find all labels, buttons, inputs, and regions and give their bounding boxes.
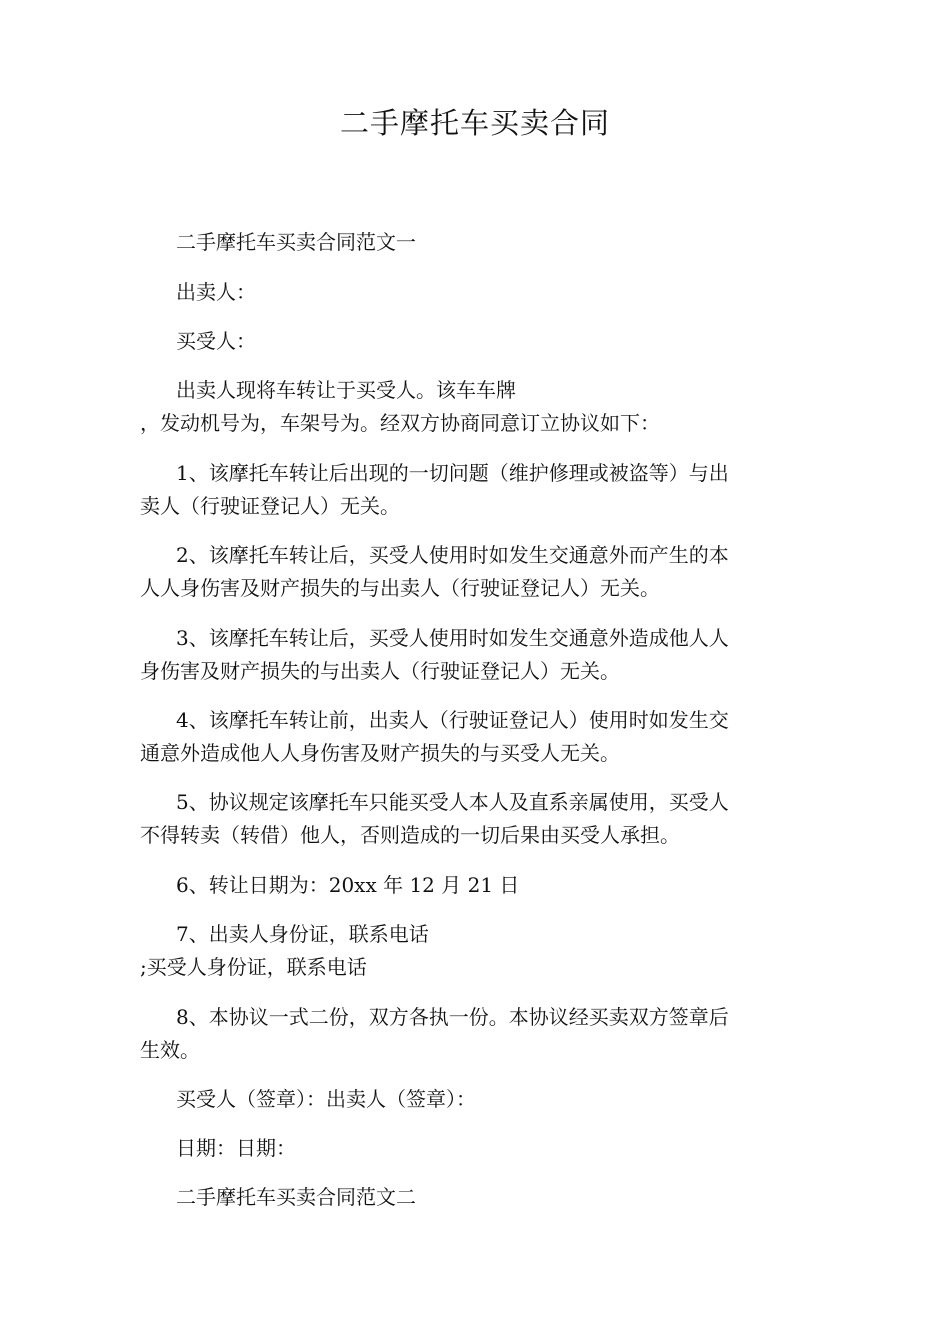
paragraph-line: 身伤害及财产损失的与出卖人（行驶证登记人）无关。 (140, 659, 620, 683)
clause-7 (140, 918, 800, 984)
paragraph-line: 2、该摩托车转让后，买受人使用时如发生交通意外而产生的本 (176, 543, 729, 567)
paragraph-line: 5、协议规定该摩托车只能买受人本人及直系亲属使用，买受人 (176, 790, 729, 814)
paragraph-line: 出卖人现将车转让于买受人。该车车牌 (176, 378, 516, 402)
clause-6 (140, 869, 800, 902)
paragraph-line: 8、本协议一式二份，双方各执一份。本协议经买卖双方签章后 (176, 1005, 729, 1029)
clause-4 (140, 704, 800, 770)
date-line (140, 1132, 800, 1165)
clause-3 (140, 622, 800, 688)
paragraph-line: 买受人（签章）：出卖人（签章）： (176, 1087, 476, 1111)
page-title: 二手摩托车买卖合同 (339, 106, 610, 140)
paragraph-intro (140, 374, 800, 440)
paragraph-line: 7、出卖人身份证，联系电话 (176, 922, 429, 946)
paragraph-line: 1、该摩托车转让后出现的一切问题（维护修理或被盗等）与出 (176, 461, 729, 485)
paragraph-line: 3、该摩托车转让后，买受人使用时如发生交通意外造成他人人 (176, 626, 729, 650)
paragraph-line: 卖人（行驶证登记人）无关。 (140, 494, 400, 518)
paragraph-buyer (140, 325, 800, 358)
paragraph-line: 生效。 (140, 1038, 200, 1062)
paragraph-line: 通意外造成他人人身伤害及财产损失的与买受人无关。 (140, 741, 620, 765)
paragraph-line: 不得转卖（转借）他人，否则造成的一切后果由买受人承担。 (140, 823, 680, 847)
paragraph-sample-heading-1 (140, 226, 800, 259)
paragraph-line: 二手摩托车买卖合同范文二 (176, 1185, 416, 1209)
clause-1 (140, 457, 800, 523)
paragraph-line: 6、转让日期为：20xx 年 12 月 21 日 (176, 873, 520, 897)
paragraph-line: 日期：日期： (176, 1136, 296, 1160)
signature-line (140, 1083, 800, 1116)
clause-2 (140, 539, 800, 605)
paragraph-line: 4、该摩托车转让前，出卖人（行驶证登记人）使用时如发生交 (176, 708, 729, 732)
paragraph-line: ，发动机号为，车架号为。经双方协商同意订立协议如下： (140, 411, 660, 435)
clause-8 (140, 1001, 800, 1067)
paragraph-line: ;买受人身份证，联系电话 (140, 955, 367, 979)
paragraph-line: 人人身伤害及财产损失的与出卖人（行驶证登记人）无关。 (140, 576, 660, 600)
paragraph-sample-heading-2 (140, 1181, 800, 1214)
paragraph-seller (140, 276, 800, 309)
clause-5 (140, 786, 800, 852)
paragraph-line: 二手摩托车买卖合同范文一 (176, 230, 416, 254)
paragraph-line: 出卖人： (176, 280, 256, 304)
paragraph-line: 买受人： (176, 329, 256, 353)
